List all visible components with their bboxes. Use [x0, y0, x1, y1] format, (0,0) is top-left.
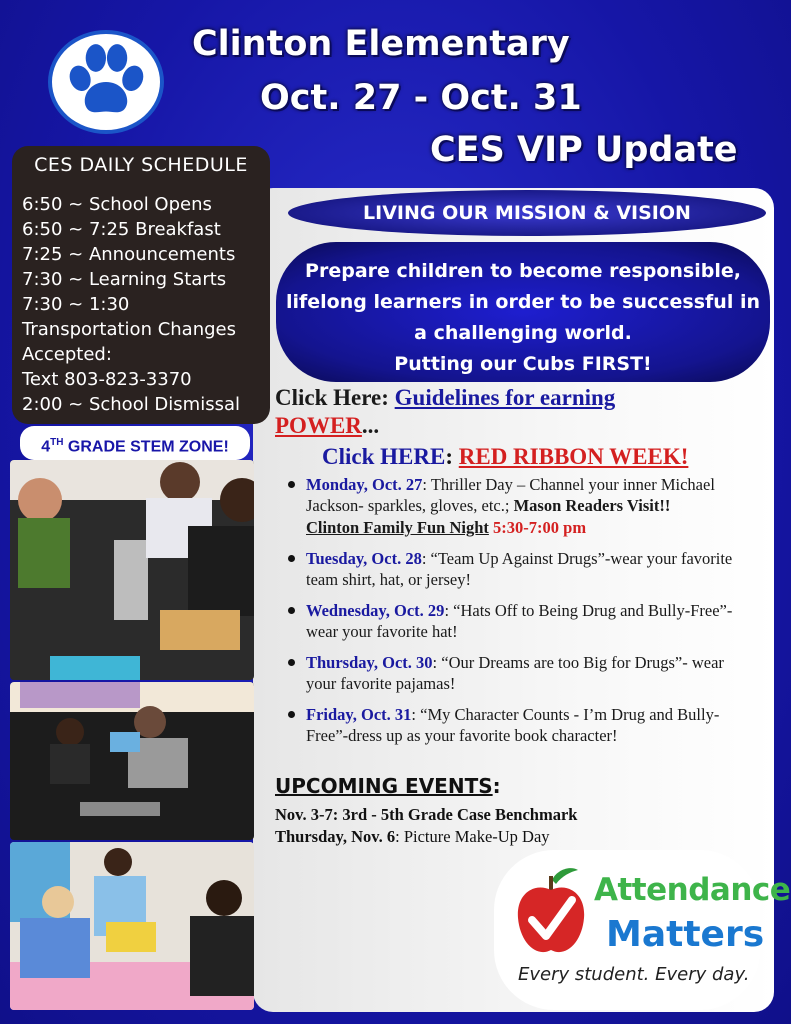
stem-grade-suffix: TH — [50, 437, 64, 448]
header-school-name: Clinton Elementary — [192, 24, 570, 64]
stem-grade-number: 4 — [41, 438, 51, 456]
fun-night-time: 5:30-7:00 pm — [488, 518, 587, 537]
day-text-bold: Mason Readers Visit!! — [513, 496, 671, 515]
mission-line: a challenging world. — [414, 322, 632, 344]
schedule-item: 6:50 ~ 7:25 Breakfast — [22, 219, 221, 240]
stem-photo-1 — [10, 460, 254, 680]
day-name: Monday, Oct. 27 — [306, 475, 423, 494]
day-text: : “My Character Counts - I’m Drug and Bully-Free”-dress up as your favorite book character! — [306, 705, 720, 745]
daily-schedule — [12, 146, 270, 424]
day-text: : “Team Up Against Drugs”-wear your favorite team shirt, hat, or jersey! — [306, 549, 733, 589]
schedule-item: 7:30 ~ 1:30 — [22, 294, 130, 315]
day-name: Thursday, Oct. 30 — [306, 653, 433, 672]
header-date-range: Oct. 27 - Oct. 31 — [260, 78, 582, 118]
attendance-word: Attendance — [594, 872, 791, 908]
upcoming-colon: : — [492, 774, 501, 798]
day-text: : “Hats Off to Being Drug and Bully-Free”-wear your favorite hat! — [306, 601, 733, 641]
list-item — [286, 652, 756, 694]
red-ribbon-week-list — [286, 474, 756, 756]
list-item — [286, 600, 756, 642]
stem-photos — [10, 460, 254, 1010]
list-item — [275, 804, 577, 826]
guidelines-link[interactable]: Guidelines for earning — [394, 385, 616, 410]
schedule-item: 7:25 ~ Announcements — [22, 244, 236, 265]
day-text: : “Our Dreams are too Big for Drugs”- wear your favorite pajamas! — [306, 653, 724, 693]
upcoming-events-heading — [275, 774, 501, 798]
list-item — [286, 704, 756, 746]
schedule-item: Transportation Changes — [22, 319, 236, 340]
day-text: : Thriller Day – Channel your inner Michael Jackson- sparkles, gloves, etc.; — [306, 475, 715, 515]
colon: : — [445, 444, 459, 469]
schedule-item: Accepted: — [22, 344, 112, 365]
header-update-title: CES VIP Update — [430, 130, 738, 170]
attendance-matters-badge — [494, 850, 791, 1010]
list-item — [286, 548, 756, 590]
schedule-item: 6:50 ~ School Opens — [22, 194, 212, 215]
schedule-item: 7:30 ~ Learning Starts — [22, 269, 227, 290]
paw-print-icon — [52, 34, 160, 130]
red-ribbon-link[interactable]: RED RIBBON WEEK! — [458, 444, 689, 469]
mission-line: Putting our Cubs FIRST! — [394, 353, 652, 375]
power-link[interactable]: POWER — [275, 413, 362, 438]
ellipsis: ... — [361, 413, 380, 438]
mission-line: lifelong learners in order to be successful in — [285, 291, 760, 313]
stem-zone-label — [20, 426, 250, 460]
stem-zone-text: GRADE STEM ZONE! — [63, 438, 229, 456]
stem-photo-3 — [10, 842, 254, 1010]
list-item — [286, 474, 756, 538]
guidelines-line — [275, 384, 745, 440]
day-name: Wednesday, Oct. 29 — [306, 601, 445, 620]
attendance-tagline: Every student. Every day. — [518, 964, 750, 985]
day-name: Friday, Oct. 31 — [306, 705, 412, 724]
upcoming-title: UPCOMING EVENTS — [275, 774, 493, 798]
click-here-label-2: Click HERE — [322, 444, 446, 469]
paw-print-logo — [48, 30, 164, 134]
day-name: Tuesday, Oct. 28 — [306, 549, 422, 568]
fun-night-link[interactable]: Clinton Family Fun Night — [306, 518, 489, 537]
upcoming-events-list — [275, 804, 577, 848]
red-ribbon-line — [322, 444, 688, 470]
event-rest: : Picture Make-Up Day — [395, 827, 550, 846]
mission-line: Prepare children to become responsible, — [305, 260, 741, 282]
matters-word: Matters — [606, 914, 765, 955]
click-here-label: Click Here: — [275, 385, 395, 410]
schedule-title: CES DAILY SCHEDULE — [34, 154, 248, 176]
fun-night-line — [306, 517, 756, 538]
mission-heading: LIVING OUR MISSION & VISION — [288, 190, 766, 236]
schedule-item: 2:00 ~ School Dismissal — [22, 394, 240, 415]
stem-photo-2 — [10, 682, 254, 840]
schedule-item: Text 803-823-3370 — [22, 369, 192, 390]
event-bold: Nov. 3-7: 3rd - 5th Grade Case Benchmark — [275, 805, 578, 824]
list-item — [275, 826, 577, 848]
mission-statement — [276, 242, 770, 382]
event-bold: Thursday, Nov. 6 — [275, 827, 396, 846]
apple-checkmark-icon — [514, 864, 588, 960]
